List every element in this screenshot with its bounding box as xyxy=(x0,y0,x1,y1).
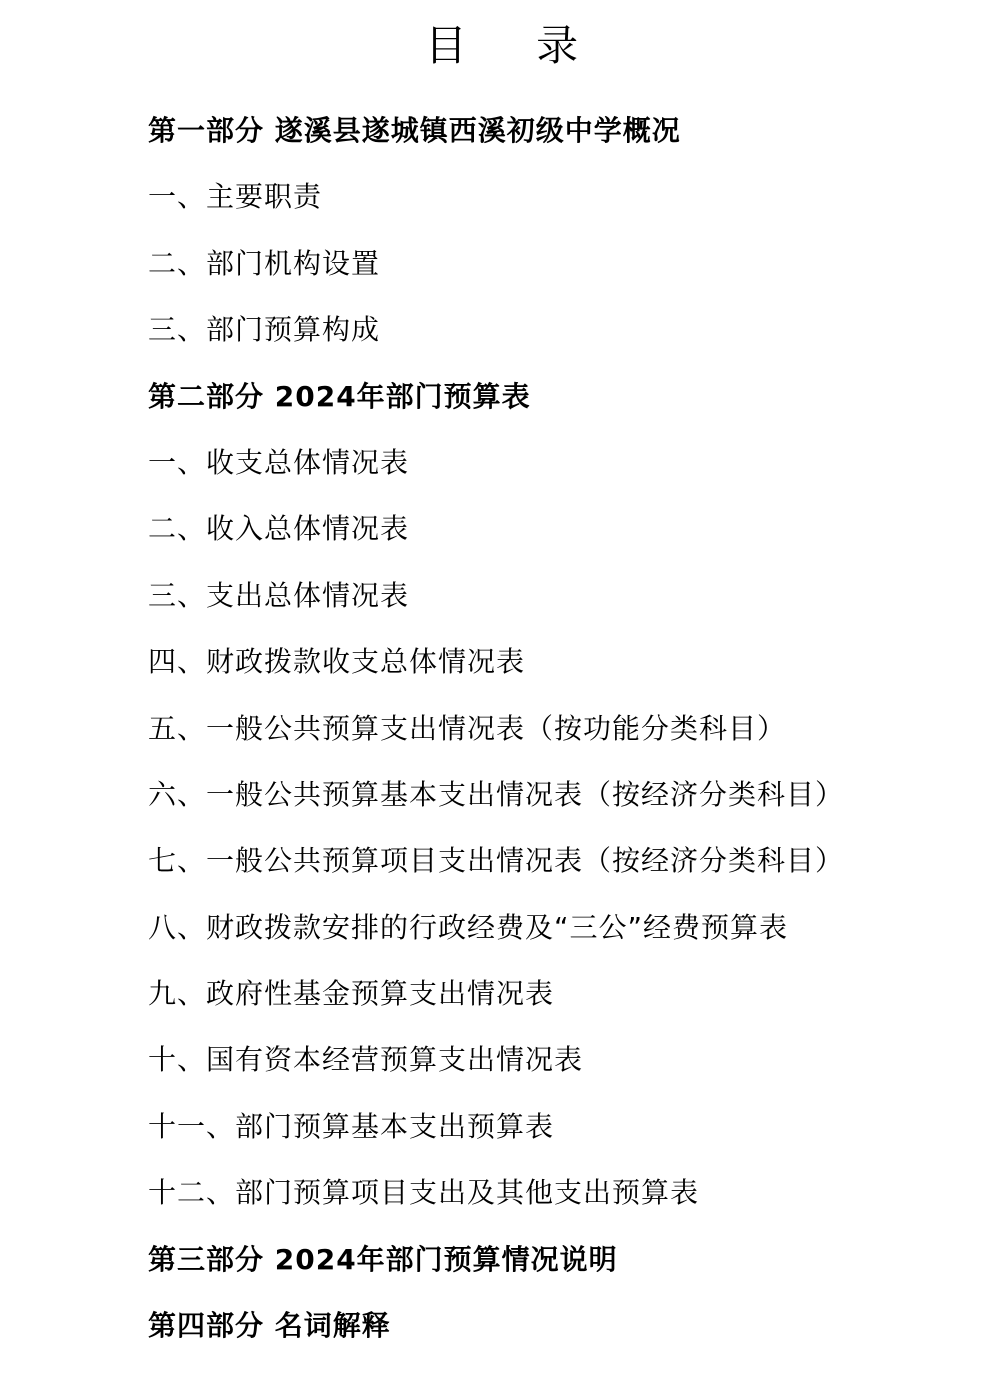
toc-item-table-12[interactable]: 十二、部门预算项目支出及其他支出预算表 xyxy=(148,1176,700,1210)
toc-item-table-1[interactable]: 一、收支总体情况表 xyxy=(148,445,410,479)
toc-item-table-7[interactable]: 七、一般公共预算项目支出情况表（按经济分类科目） xyxy=(148,844,845,878)
toc-item-table-9[interactable]: 九、政府性基金预算支出情况表 xyxy=(148,977,555,1011)
toc-item-table-8[interactable]: 八、财政拨款安排的行政经费及“三公”经费预算表 xyxy=(148,910,789,944)
toc-item-budget-composition[interactable]: 三、部门预算构成 xyxy=(148,313,381,347)
toc-part-1[interactable]: 第一部分 遂溪县遂城镇西溪初级中学概况 xyxy=(148,114,681,147)
toc-part-4[interactable]: 第四部分 名词解释 xyxy=(148,1309,391,1343)
toc-item-table-6[interactable]: 六、一般公共预算基本支出情况表（按经济分类科目） xyxy=(148,777,845,811)
toc-item-org-setup[interactable]: 二、部门机构设置 xyxy=(148,246,381,280)
toc-item-table-4[interactable]: 四、财政拨款收支总体情况表 xyxy=(148,645,526,679)
toc-item-table-3[interactable]: 三、支出总体情况表 xyxy=(148,578,410,612)
toc-item-table-2[interactable]: 二、收入总体情况表 xyxy=(148,512,410,546)
toc-item-table-11[interactable]: 十一、部门预算基本支出预算表 xyxy=(148,1109,555,1143)
toc-item-table-5[interactable]: 五、一般公共预算支出情况表（按功能分类科目） xyxy=(148,711,787,745)
toc-item-table-10[interactable]: 十、国有资本经营预算支出情况表 xyxy=(148,1043,584,1077)
toc-part-2[interactable]: 第二部分 2024年部门预算表 xyxy=(148,379,531,413)
toc-part-3[interactable]: 第三部分 2024年部门预算情况说明 xyxy=(148,1242,618,1276)
page-title: 目 录 xyxy=(424,21,607,70)
table-of-contents xyxy=(148,104,988,1365)
toc-item-main-duties[interactable]: 一、主要职责 xyxy=(148,180,323,214)
